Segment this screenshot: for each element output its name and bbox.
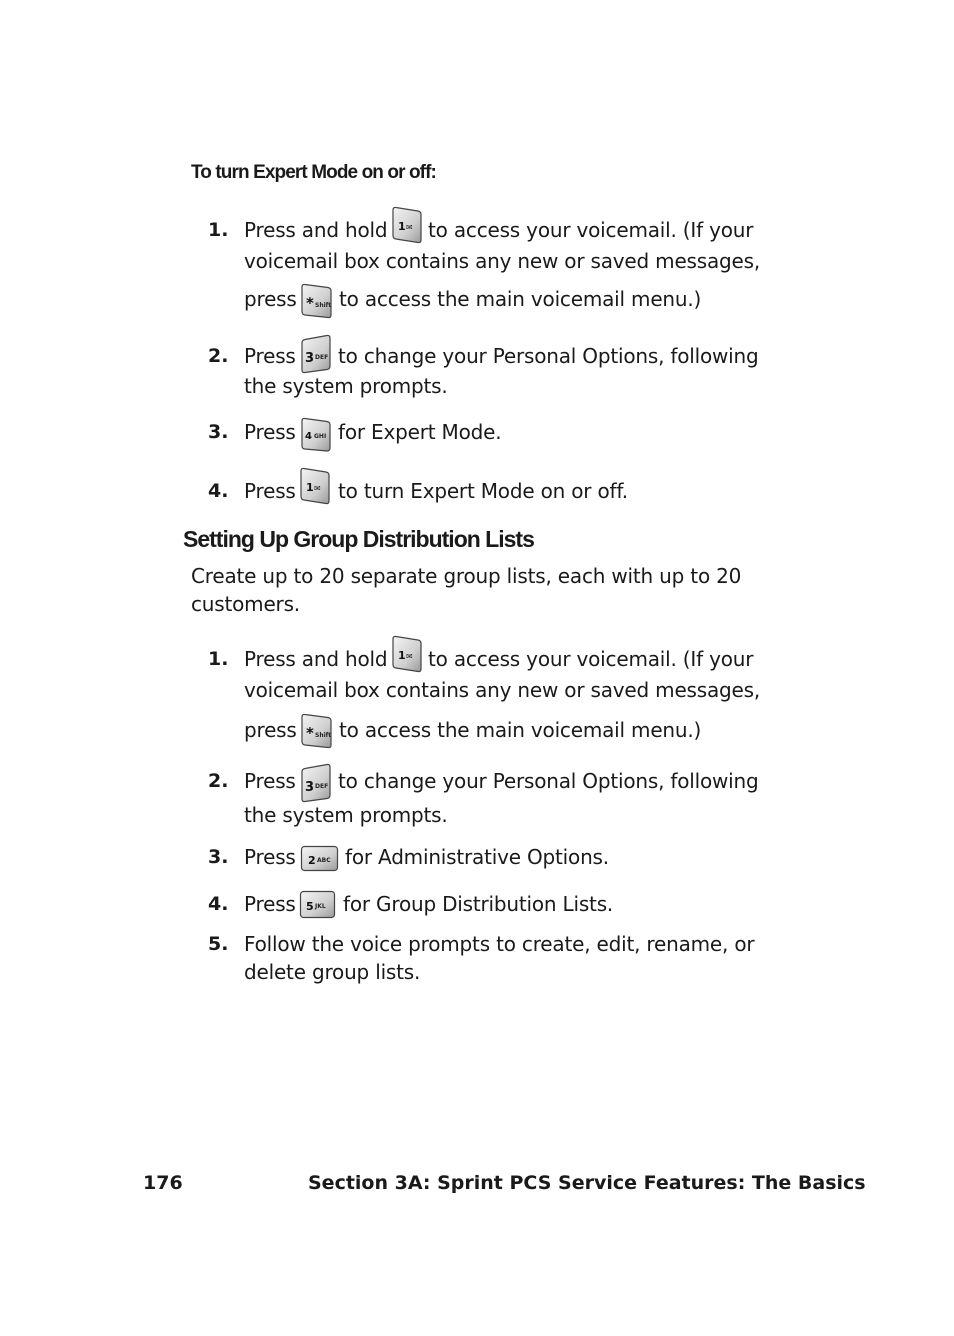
step-text: press (244, 718, 297, 742)
step-number: 1. (208, 219, 229, 241)
subheading-expert-mode: To turn Expert Mode on or off: (191, 162, 436, 183)
key-letters: ✉ (314, 484, 321, 493)
step-number: 2. (208, 770, 229, 792)
key-letters: ABC (317, 857, 331, 864)
step-text: Press (244, 344, 296, 368)
key-digit: 3 (305, 780, 315, 795)
step-text: to access your voicemail. (If your (428, 647, 754, 671)
step-text: delete group lists. (244, 960, 421, 984)
step-number: 2. (208, 345, 229, 367)
key-letters: ✉ (406, 223, 413, 232)
step-text: Press (244, 420, 296, 444)
step-text: to turn Expert Mode on or off. (338, 479, 628, 503)
step-text: for Administrative Options. (345, 845, 609, 869)
step-text: to access your voicemail. (If your (428, 218, 754, 242)
step-text: Press and hold (244, 647, 388, 671)
section-footer-title: Section 3A: Sprint PCS Service Features: The Basics (308, 1172, 866, 1194)
step-text: for Expert Mode. (338, 420, 502, 444)
step-text: to change your Personal Options, following (338, 344, 759, 368)
step-text: the system prompts. (244, 374, 448, 398)
1-key-icon (299, 467, 331, 505)
key-digit: 4 (305, 431, 312, 442)
step-text: for Group Distribution Lists. (343, 892, 614, 916)
key-letters: DEF (315, 783, 329, 790)
key-digit: 1 (398, 649, 406, 662)
step-text: Press (244, 892, 296, 916)
step-number: 1. (208, 648, 229, 670)
key-letters: Shift (315, 732, 332, 739)
key-letters: ✉ (406, 652, 413, 661)
step-text: press (244, 287, 297, 311)
key-digit: * (306, 294, 314, 312)
1-key-icon (391, 635, 423, 673)
step-text: voicemail box contains any new or saved messages, (244, 678, 761, 702)
step-text: Press and hold (244, 218, 388, 242)
step-text: to change your Personal Options, following (338, 769, 759, 793)
star-shift-key-icon (300, 713, 333, 749)
step-number: 4. (208, 480, 229, 502)
intro-text: customers. (191, 592, 300, 616)
step-text: to access the main voicemail menu.) (339, 287, 702, 311)
step-text: Follow the voice prompts to create, edit, rename, or (244, 932, 755, 956)
2-abc-key-icon (300, 845, 340, 873)
page-number: 176 (143, 1172, 183, 1194)
step-text: the system prompts. (244, 803, 448, 827)
key-letters: DEF (315, 354, 329, 361)
step-text: voicemail box contains any new or saved messages, (244, 249, 761, 273)
key-digit: 3 (305, 351, 315, 366)
key-digit: 1 (398, 220, 406, 233)
intro-text: Create up to 20 separate group lists, each with up to 20 (191, 564, 742, 588)
4-ghi-key-icon (300, 417, 332, 453)
step-number: 4. (208, 893, 229, 915)
key-letters: Shift (315, 302, 332, 309)
key-letters: JKL (315, 903, 326, 910)
step-text: Press (244, 479, 296, 503)
section-heading: Setting Up Group Distribution Lists (183, 526, 534, 552)
key-digit: * (306, 724, 314, 742)
key-letters: GHI (314, 433, 327, 440)
step-number: 3. (208, 421, 229, 443)
3-def-key-icon (300, 334, 332, 374)
step-number: 3. (208, 846, 229, 868)
1-key-icon (391, 206, 423, 244)
step-number: 5. (208, 933, 229, 955)
key-digit: 1 (306, 481, 314, 494)
3-def-key-icon (300, 763, 332, 803)
star-shift-key-icon (300, 283, 333, 319)
key-digit: 5 (306, 900, 314, 913)
key-digit: 2 (308, 854, 316, 867)
step-text: Press (244, 769, 296, 793)
step-text: to access the main voicemail menu.) (339, 718, 702, 742)
step-text: Press (244, 845, 296, 869)
5-jkl-key-icon (299, 890, 337, 920)
